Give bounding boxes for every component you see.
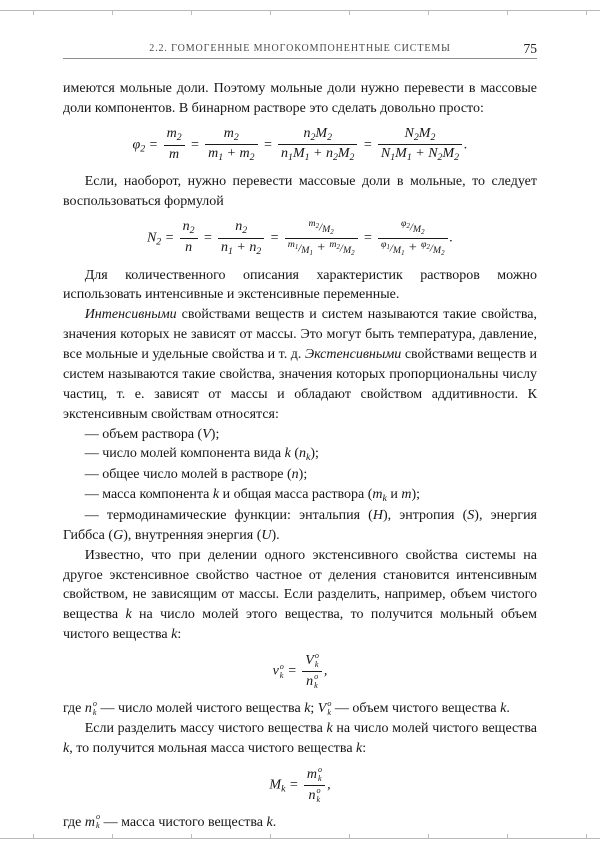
section-header-title: 2.2. ГОМОГЕННЫЕ МНОГОКОМПОНЕНТНЫЕ СИСТЕМЫ	[149, 43, 451, 54]
list-item-mass: — масса компонента k и общая масса раствора ($m_k$ и m);	[84, 487, 421, 505]
page-body	[63, 79, 537, 832]
list-item-total-moles: — общее число молей в растворе (n);	[84, 467, 308, 483]
paragraph-molar-mass-legend: где m o k — масса чистого вещества k.	[63, 812, 277, 831]
running-header	[63, 38, 537, 55]
formula-molar-mass: $M_k$ = m o k n o k ,	[269, 764, 331, 804]
paragraph-quantitative-description: Для количественного описания характеристик растворов можно использовать интенсивные и экстенсивные переменные.	[63, 267, 537, 303]
paragraph-extensive-division: Известно, что при делении одного экстенсивного свойства системы на другое экстенсивное свойство частное от деления становится интенсивным свойством, не зависящим от массы. Если разделить, например, объем чистого вещества k на число молей этого вещества, то получится мольный объем чистого вещества k:	[63, 547, 537, 643]
text-column	[0, 38, 600, 832]
list-item-thermodynamic-functions: — термодинамические функции: энтальпия (H), энтропия (S), энергия Гиббса (G), внутренняя энергия (U).	[63, 507, 537, 543]
formula-mole-fraction: $N_2$ = $\frac{n_2}{n}$ = $\frac{n_2}{n_1 + n_2}$ = $\frac{m_2/M_2}{m_1/M_1 + m_2/M_2}$ = $\frac{\varphi_2/M_2}{\varphi_1/M_1 + \varphi_2/M_2}$ .	[146, 217, 454, 257]
list-item-solution-volume: — объем раствора (V);	[84, 426, 220, 442]
paragraph-molar-mass-intro: Если разделить массу чистого вещества k на число молей чистого вещества k, то получится мольная масса чистого вещества k:	[63, 720, 538, 756]
page-number: 75	[523, 41, 537, 56]
list-item-component-moles: — число молей компонента вида k $(n_k)$;	[84, 446, 319, 464]
header-rule	[63, 58, 537, 59]
page-top-edge-line	[0, 10, 600, 15]
formula-mass-fraction: $\varphi_2$ = $\frac{m_2}{m}$ = $\frac{m_2}{m_1 + m_2}$ = $\frac{n_2M_2}{n_1M_1 + n_2M_2}$ = $\frac{N_2M_2}{N_1M_1 + N_2M_2}$ .	[132, 125, 468, 164]
page-bottom-edge-line	[0, 834, 600, 839]
formula-molar-volume: v o k = V o k n o k ,	[272, 651, 328, 690]
paragraph-mass-to-mole: Если, наоборот, нужно перевести массовые доли в мольные, то следует воспользоваться формулой	[63, 174, 537, 209]
paragraph-intensive-extensive: Интенсивными свойствами веществ и систем называются такие свойства, значения которых не зависят от массы. Это могут быть температура, давление, все мольные и удельные свойства и т. д. Экстенсивными свойствами веществ и систем называются такие свойства, значения которых пропорциональны числу частиц, т. е. зависят от массы и обладают свойством аддитивности. К экстенсивным свойствам относятся:	[63, 307, 537, 422]
paragraph-mole-to-mass: имеются мольные доли. Поэтому мольные доли нужно перевести в массовые доли компонентов. В бинарном растворе это сделать довольно просто:	[63, 81, 537, 116]
paragraph-molar-volume-legend: где n o k — число молей чистого вещества k; V o k — объем чистого вещества k.	[63, 698, 510, 717]
